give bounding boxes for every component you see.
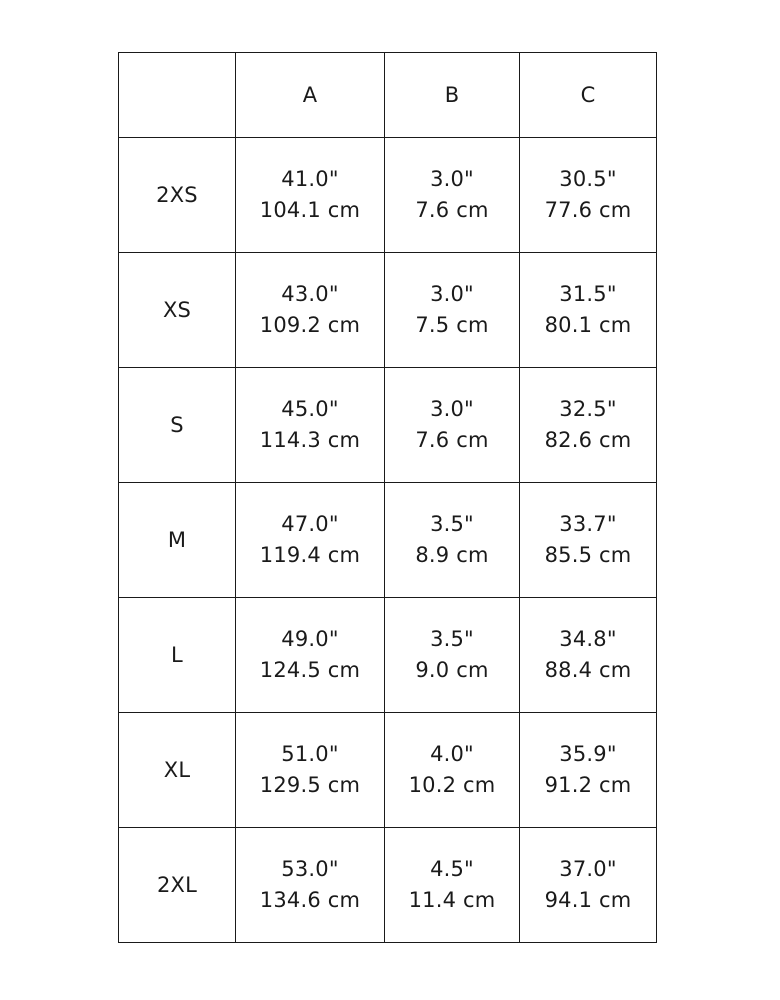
cm-value: 104.1 cm: [259, 198, 361, 222]
table-row: [119, 598, 657, 713]
corner-cell: [119, 53, 236, 138]
inch-value: 49.0": [281, 627, 339, 651]
measurement-cell: [236, 253, 385, 368]
size-label: XL: [119, 713, 236, 828]
table-row: [119, 828, 657, 943]
inch-value: 53.0": [281, 857, 339, 881]
inch-value: 45.0": [281, 397, 339, 421]
cm-value: 80.1 cm: [544, 313, 632, 337]
cm-value: 9.0 cm: [415, 658, 489, 682]
measurement-cell: [385, 598, 520, 713]
measurement-cell: [385, 713, 520, 828]
header-row: [119, 53, 657, 138]
cm-value: 10.2 cm: [408, 773, 496, 797]
measurement-cell: [520, 598, 657, 713]
table-row: [119, 483, 657, 598]
measurement-cell: [385, 253, 520, 368]
table-row: [119, 138, 657, 253]
measurement-cell: [236, 483, 385, 598]
measurement-cell: [236, 713, 385, 828]
inch-value: 33.7": [559, 512, 617, 536]
inch-value: 30.5": [559, 167, 617, 191]
measurement-cell: [520, 253, 657, 368]
column-header-a: A: [236, 53, 385, 138]
inch-value: 51.0": [281, 742, 339, 766]
cm-value: 124.5 cm: [259, 658, 361, 682]
inch-value: 47.0": [281, 512, 339, 536]
cm-value: 8.9 cm: [415, 543, 489, 567]
cm-value: 109.2 cm: [259, 313, 361, 337]
measurement-cell: [236, 828, 385, 943]
inch-value: 3.5": [430, 512, 474, 536]
cm-value: 88.4 cm: [544, 658, 632, 682]
inch-value: 3.0": [430, 167, 474, 191]
size-label: M: [119, 483, 236, 598]
table-row: [119, 253, 657, 368]
measurement-cell: [520, 483, 657, 598]
size-label: S: [119, 368, 236, 483]
measurement-cell: [520, 828, 657, 943]
inch-value: 35.9": [559, 742, 617, 766]
cm-value: 119.4 cm: [259, 543, 361, 567]
inch-value: 4.0": [430, 742, 474, 766]
cm-value: 91.2 cm: [544, 773, 632, 797]
inch-value: 3.0": [430, 397, 474, 421]
size-label: 2XS: [119, 138, 236, 253]
inch-value: 3.0": [430, 282, 474, 306]
inch-value: 32.5": [559, 397, 617, 421]
inch-value: 3.5": [430, 627, 474, 651]
measurement-cell: [520, 368, 657, 483]
size-label: 2XL: [119, 828, 236, 943]
cm-value: 114.3 cm: [259, 428, 361, 452]
inch-value: 41.0": [281, 167, 339, 191]
cm-value: 7.5 cm: [415, 313, 489, 337]
measurement-cell: [385, 483, 520, 598]
cm-value: 85.5 cm: [544, 543, 632, 567]
size-chart-table: [118, 52, 657, 943]
cm-value: 134.6 cm: [259, 888, 361, 912]
table-row: [119, 713, 657, 828]
size-label: L: [119, 598, 236, 713]
measurement-cell: [236, 138, 385, 253]
measurement-cell: [520, 713, 657, 828]
cm-value: 77.6 cm: [544, 198, 632, 222]
inch-value: 31.5": [559, 282, 617, 306]
inch-value: 37.0": [559, 857, 617, 881]
inch-value: 34.8": [559, 627, 617, 651]
cm-value: 82.6 cm: [544, 428, 632, 452]
inch-value: 4.5": [430, 857, 474, 881]
column-header-c: C: [520, 53, 657, 138]
measurement-cell: [385, 828, 520, 943]
cm-value: 7.6 cm: [415, 428, 489, 452]
column-header-b: B: [385, 53, 520, 138]
measurement-cell: [385, 138, 520, 253]
measurement-cell: [520, 138, 657, 253]
table-row: [119, 368, 657, 483]
measurement-cell: [236, 598, 385, 713]
inch-value: 43.0": [281, 282, 339, 306]
measurement-cell: [236, 368, 385, 483]
cm-value: 94.1 cm: [544, 888, 632, 912]
cm-value: 7.6 cm: [415, 198, 489, 222]
cm-value: 11.4 cm: [408, 888, 496, 912]
cm-value: 129.5 cm: [259, 773, 361, 797]
size-label: XS: [119, 253, 236, 368]
measurement-cell: [385, 368, 520, 483]
